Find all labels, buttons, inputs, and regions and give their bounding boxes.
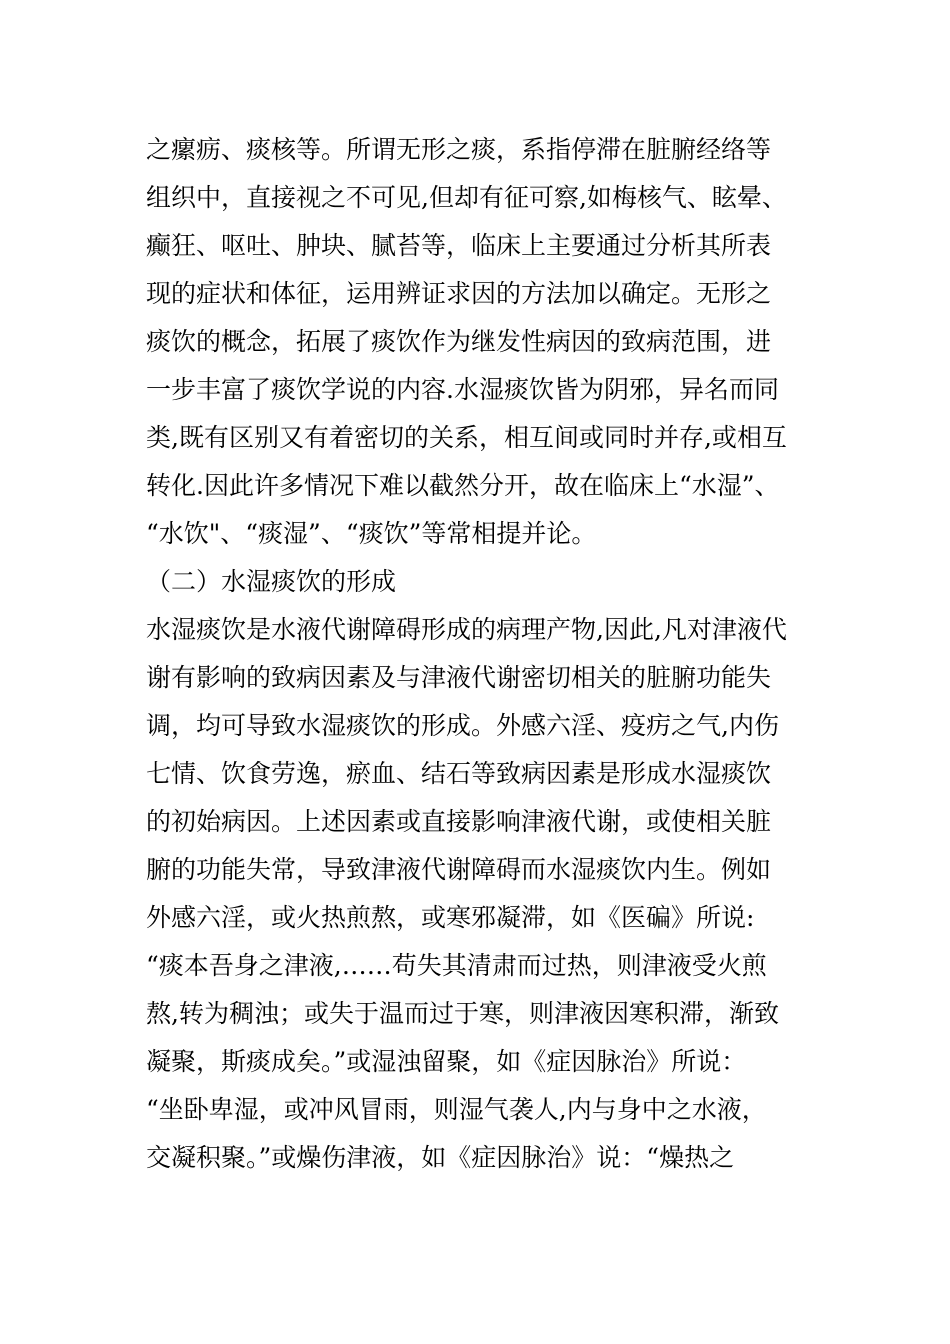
text-line: 现的症状和体征，运用辨证求因的方法加以确定。无形之 — [146, 279, 772, 308]
text-line: 凝聚，斯痰成矣。”或湿浊留聚，如《症因脉治》所说： — [146, 1047, 747, 1076]
text-line: 类,既有区别又有着密切的关系，相互间或同时并存,或相互 — [146, 423, 787, 452]
text-line: 七情、饮食劳逸，瘀血、结石等致病因素是形成水湿痰饮 — [146, 759, 772, 788]
text-line: 一步丰富了痰饮学说的内容.水湿痰饮皆为阴邪，异名而同 — [146, 375, 779, 404]
text-line: “痰本吾身之津液,……苟失其清肃而过热，则津液受火煎 — [146, 951, 767, 980]
section-heading: （二）水湿痰饮的形成 — [146, 567, 397, 596]
text-line: 谢有影响的致病因素及与津液代谢密切相关的脏腑功能失 — [146, 663, 772, 692]
text-line: 熬,转为稠浊；或失于温而过于寒，则津液因寒积滞，渐致 — [146, 999, 779, 1028]
text-line: 癫狂、呕吐、肿块、腻苔等，临床上主要通过分析其所表 — [146, 231, 772, 260]
text-line: 的初始病因。上述因素或直接影响津液代谢，或使相关脏 — [146, 807, 772, 836]
text-line: 组织中，直接视之不可见,但却有征可察,如梅核气、眩晕、 — [146, 183, 787, 212]
text-line: “坐卧卑湿，或冲风冒雨，则湿气袭人,内与身中之水液， — [146, 1095, 767, 1124]
body-text — [146, 126, 806, 1182]
text-line: 之瘰疬、痰核等。所谓无形之痰，系指停滞在脏腑经络等 — [146, 135, 772, 164]
text-line: 痰饮的概念，拓展了痰饮作为继发性病因的致病范围，进 — [146, 327, 772, 356]
text-line: 腑的功能失常，导致津液代谢障碍而水湿痰饮内生。例如 — [146, 855, 772, 884]
text-line: 水湿痰饮是水液代谢障碍形成的病理产物,因此,凡对津液代 — [146, 615, 787, 644]
text-line: 外感六淫，或火热煎熬，或寒邪凝滞，如《医碥》所说: — [146, 903, 755, 932]
text-line: 调，均可导致水湿痰饮的形成。外感六淫、疫疠之气,内伤 — [146, 711, 779, 740]
text-line: 转化.因此许多情况下难以截然分开，故在临床上“水湿”、 — [146, 471, 780, 500]
text-line: 交凝积聚。”或燥伤津液，如《症因脉治》说：“燥热之 — [146, 1143, 735, 1172]
text-line: “水饮"、“痰湿”、“痰饮”等常相提并论。 — [146, 519, 597, 548]
